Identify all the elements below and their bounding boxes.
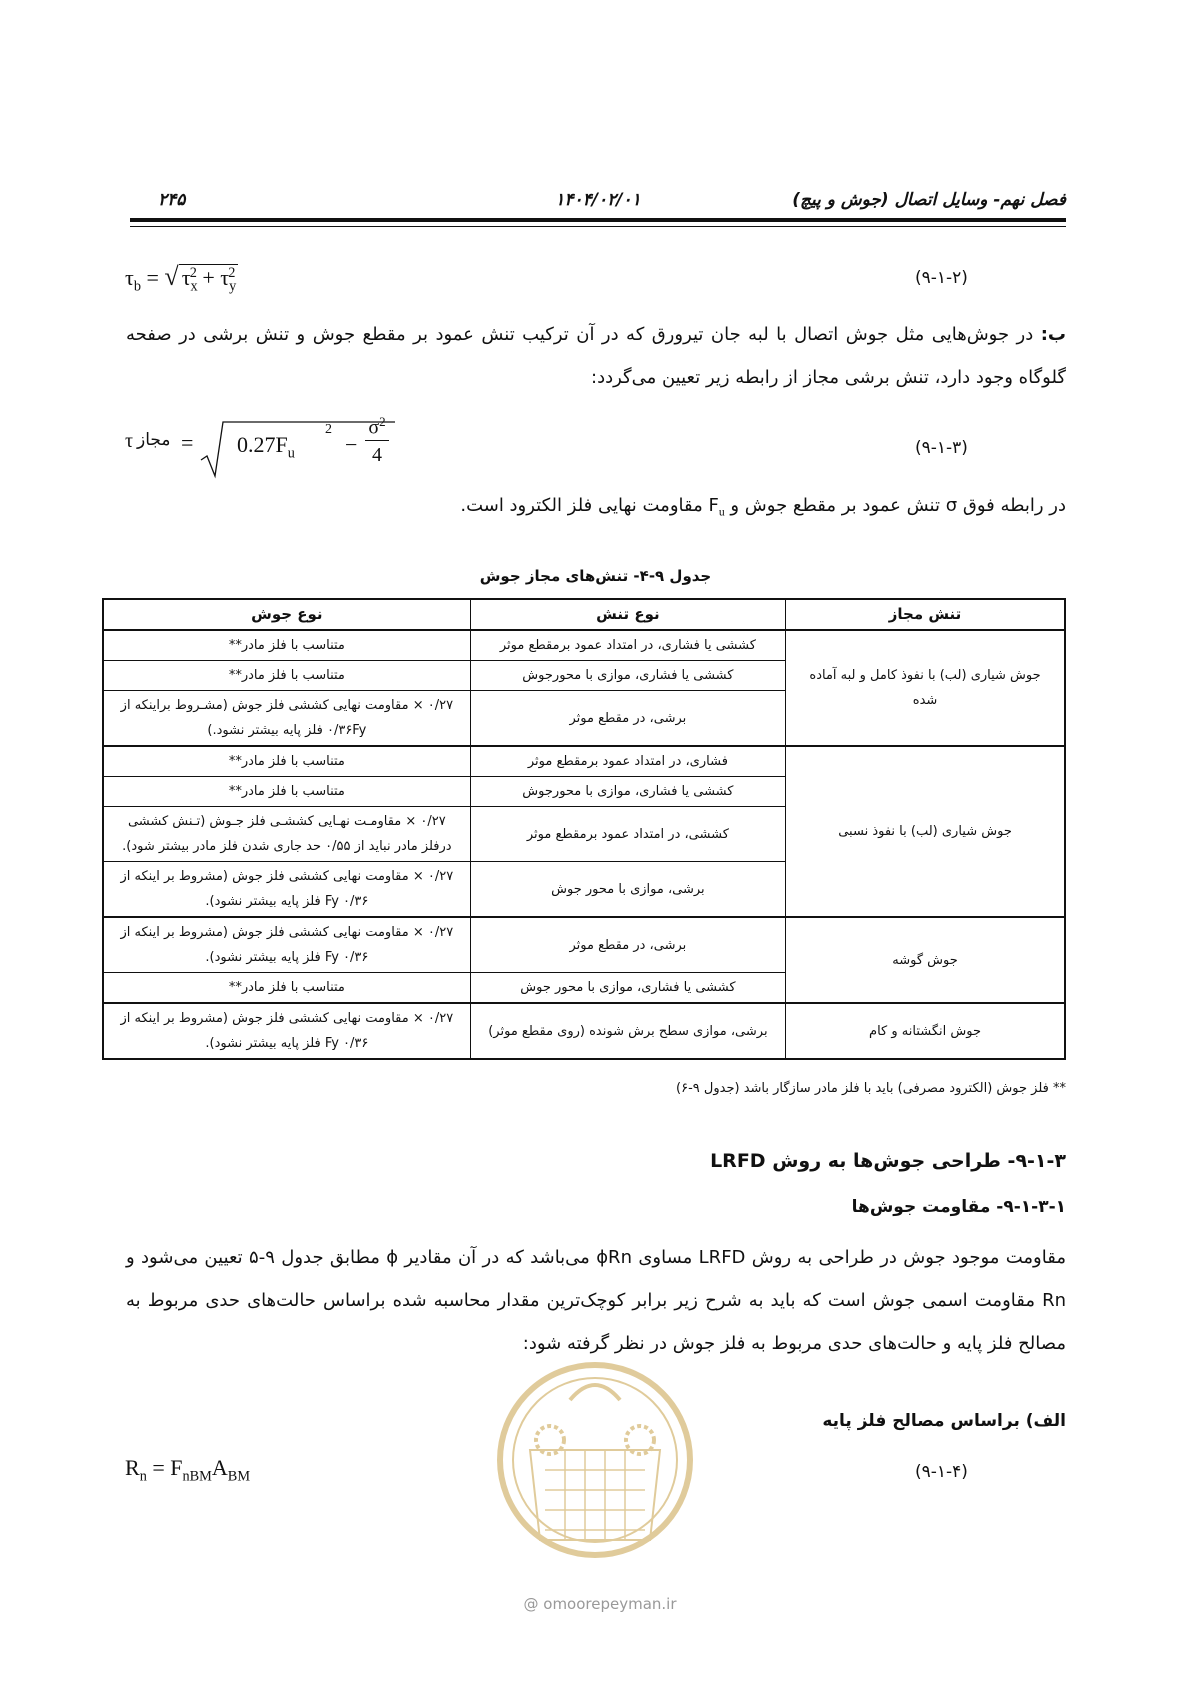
header-rule-thin (130, 226, 1066, 227)
group-label: جوش انگشتانه و کام (786, 1003, 1065, 1059)
group-label: جوش گوشه (786, 917, 1065, 1003)
paragraph-b-prefix: ب: (1040, 324, 1066, 345)
stress-cell: برشی، موازی سطح برش شونده (روی مقطع موثر) (470, 1003, 785, 1059)
stress-cell: برشی، موازی با محور جوش (470, 862, 785, 918)
stress-cell: برشی، در مقطع موثر (470, 917, 785, 973)
table-footnote: ** فلز جوش (الکترود مصرفی) باید با فلز مادر سازگار باشد (جدول ۹-۶) (676, 1081, 1066, 1096)
equation-number: (۹-۱-۴) (915, 1462, 968, 1482)
table-row (103, 630, 1065, 661)
weld-cell: متناسب با فلز مادر** (103, 630, 470, 661)
stress-cell: فشاری، در امتداد عمود برمقطع موثر (470, 746, 785, 777)
group-label: جوش شیاری (لب) با نفوذ کامل و لبه آماده شده (786, 630, 1065, 746)
table-row (103, 1003, 1065, 1059)
allowable-stress-table (102, 598, 1066, 1060)
stress-cell: کششی یا فشاری، موازی با محورجوش (470, 777, 785, 807)
equation-number: (۹-۱-۲) (915, 268, 968, 288)
watermark-logo-icon (490, 1330, 700, 1610)
table-caption: جدول ۹-۴- تنش‌های مجاز جوش (479, 567, 712, 585)
stress-cell: کششی، در امتداد عمود برمقطع موثر (470, 807, 785, 862)
stress-cell: برشی، در مقطع موثر (470, 691, 785, 747)
paragraph-lrfd: مقاومت موجود جوش در طراحی به روش LRFD مساوی ϕRn می‌باشد که در آن مقادیر ϕ مطابق جدول ۹-۵ تعیین می‌شود و Rn مقاومت اسمی جوش است که باید به شرح زیر برابر کوچک‌ترین مقدار محاسبه شده براساس حالت‌های حدی مربوط به مصالح فلز پایه و حالت‌های حدی مربوط به فلز جوش در نظر گرفته شود: (126, 1247, 1066, 1354)
weld-cell: متناسب با فلز مادر** (103, 746, 470, 777)
table-row (103, 917, 1065, 973)
stress-cell: کششی یا فشاری، موازی با محور جوش (470, 973, 785, 1004)
header-rule (130, 218, 1066, 222)
paragraph-sigma: در رابطه فوق σ تنش عمود بر مقطع جوش و $F_u$ مقاومت نهایی فلز الکترود است. (460, 495, 1066, 519)
weld-cell: ۰/۲۷ × مقاومت نهایی کششی فلز جوش (مشـروط براینکه از ۰/۳۶Fy فلز پایه بیشتر نشود.) (103, 691, 470, 747)
table-row (103, 746, 1065, 777)
header-stress-type: نوع تنش (470, 599, 785, 630)
stress-cell: کششی یا فشاری، موازی با محورجوش (470, 661, 785, 691)
weld-cell: ۰/۲۷ × مقاومت نهایی کششی فلز جوش (مشروط بر اینکه از ۰/۳۶ Fy فلز پایه بیشتر نشود). (103, 917, 470, 973)
chapter-title: فصل نهم- وسایل اتصال (جوش و پیچ) (792, 190, 1066, 210)
weld-cell: متناسب با فلز مادر** (103, 973, 470, 1004)
subsection-heading: ۹-۱-۳-۱- مقاومت جوش‌ها (851, 1197, 1066, 1217)
table-header-row (103, 599, 1065, 630)
weld-cell: ۰/۲۷ × مقاومت نهایی کششی فلز جوش (مشروط بر اینکه از ۰/۳۶ Fy فلز پایه بیشتر نشود). (103, 862, 470, 918)
weld-cell: ۰/۲۷ × مقاومت نهایی کششی فلز جوش (مشروط بر اینکه از ۰/۳۶ Fy فلز پایه بیشتر نشود). (103, 1003, 470, 1059)
equation-tau-b: $\tau_b$ = √ $\tau_x^2 + \tau_y^2$ (125, 262, 238, 295)
weld-cell: متناسب با فلز مادر** (103, 777, 470, 807)
page-header (130, 188, 1066, 218)
equation-number: (۹-۱-۳) (915, 438, 968, 458)
coefficient: 0.27F (237, 432, 288, 457)
group-label: جوش شیاری (لب) با نفوذ نسبی (786, 746, 1065, 917)
paragraph-b (126, 313, 1066, 399)
weld-cell: متناسب با فلز مادر** (103, 661, 470, 691)
watermark-url: @ omoorepeyman.ir (523, 1595, 677, 1613)
page-number: ۲۴۵ (158, 190, 186, 210)
paragraph-b-text: در جوش‌هایی مثل جوش اتصال با لبه جان تیرورق که در آن ترکیب تنش عمود بر مقطع جوش و تنش برشی در صفحه گلوگاه وجود دارد، تنش برشی مجاز از رابطه زیر تعیین می‌گردد: (126, 324, 1066, 388)
header-weld-type: نوع جوش (103, 599, 470, 630)
allowable-word: مجاز (137, 430, 171, 450)
weld-cell: ۰/۲۷ × مقاومـت نهـایی کششـی فلز جـوش (تـنش کششی درفلز مادر نباید از ۰/۵۵ حد جاری شدن فلز مادر بیشتر شود). (103, 807, 470, 862)
section-heading: ۹-۱-۳- طراحی جوش‌ها به روش LRFD (710, 1150, 1066, 1172)
alef-heading: الف) براساس مصالح فلز پایه (822, 1411, 1066, 1431)
header-date: ۱۴۰۴/۰۲/۰۱ (555, 190, 641, 210)
header-allowable-stress: تنش مجاز (786, 599, 1065, 630)
stress-cell: کششی یا فشاری، در امتداد عمود برمقطع موثر (470, 630, 785, 661)
equation-rn: $R_n = F_{nBM}A_{BM}$ (125, 1455, 251, 1485)
